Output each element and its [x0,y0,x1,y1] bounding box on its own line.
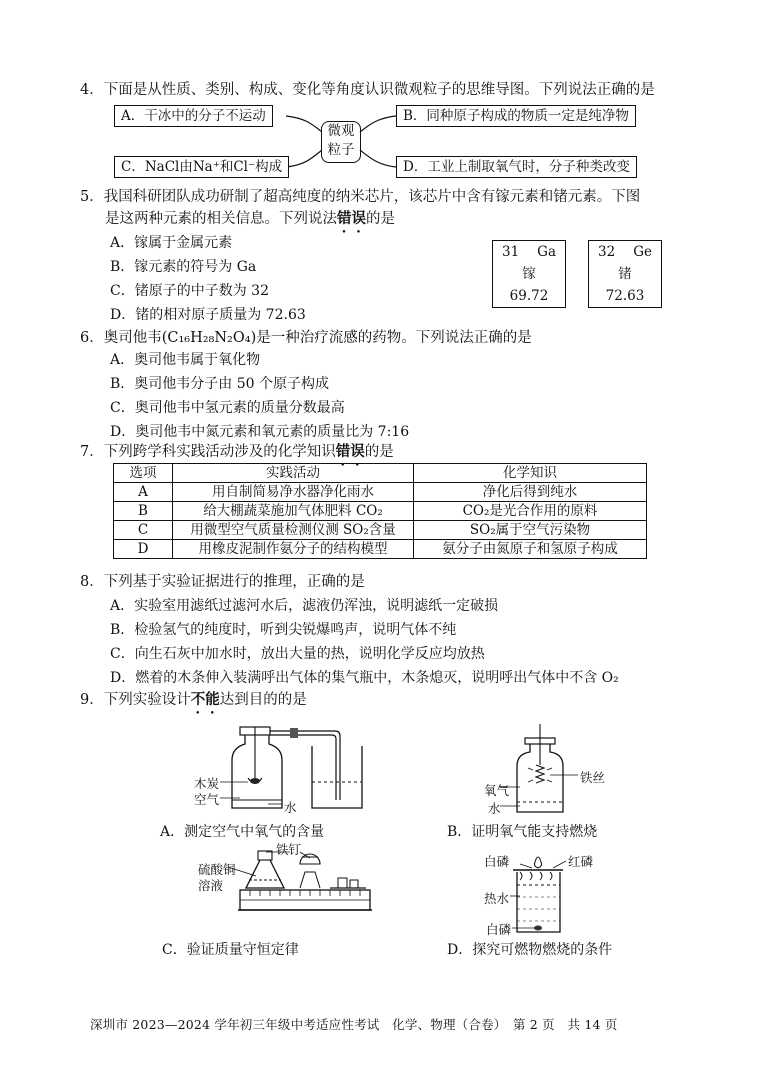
q8-option-d: D．燃着的木条伸入装满呼出气体的集气瓶中，木条熄灭，说明呼出气体中不含 O₂ [110,670,619,686]
ga-name: 镓 [522,266,536,282]
q9-stem-emph: 不能 [190,691,220,708]
table-cell: 给大棚蔬菜施加气体肥料 CO₂ [173,502,414,521]
table-cell: C [114,521,173,540]
ge-name: 锗 [618,266,632,282]
fig-a-label-water: 水 [284,800,297,815]
fig-c-label-solution-line2: 溶液 [198,878,224,893]
fig-d-label-white-phosphorus-bottom: 白磷 [486,922,512,937]
q5-stem-post: 的是 [366,211,395,227]
q9-stem-pre: 9．下列实验设计 [80,692,191,708]
page-footer: 深圳市 2023—2024 学年初三年级中考适应性考试 化学、物理（合卷） 第 2 页 共 14 页 [90,1017,618,1032]
q6-option-b: B．奥司他韦分子由 50 个原子构成 [110,376,330,392]
q4-center-line1: 微观 [327,123,355,139]
table-cell: B [114,502,173,521]
q9-stem-post: 达到目的的是 [219,692,307,708]
table-cell: 用橡皮泥制作氨分子的结构模型 [173,540,414,559]
fig-d-label-red-phosphorus: 红磷 [568,854,594,869]
table-cell: 用微型空气质量检测仪测 SO₂含量 [173,521,414,540]
q4-option-b: B．同种原子构成的物质一定是纯净物 [396,105,636,127]
q4-stem: 4．下面是从性质、类别、构成、变化等角度认识微观粒子的思维导图。下列说法正确的是 [80,82,655,98]
q4-option-c: C．NaCl由Na⁺和Cl⁻构成 [114,156,289,178]
fig-a-label-air: 空气 [194,792,220,807]
q8-stem: 8．下列基于实验证据进行的推理，正确的是 [80,574,365,590]
fig-c-label-solution-line1: 硫酸铜 [198,862,236,877]
fig-c-label-nail: 铁钉 [276,842,302,857]
q6-option-a: A．奥司他韦属于氧化物 [110,352,261,368]
table-cell: SO₂属于空气污染物 [414,521,647,540]
fig-d-label-hot-water: 热水 [484,891,510,906]
q7-stem-emph: 错误 [335,443,365,460]
table-cell: 净化后得到纯水 [414,483,647,502]
table-cell: 用自制简易净水器净化雨水 [173,483,414,502]
q4-center-line2: 粒子 [327,142,355,158]
q5-stem-emph: 错误 [337,210,366,227]
q8-option-b: B．检验氢气的纯度时，听到尖锐爆鸣声，说明气体不纯 [110,622,457,638]
fig-a-label-charcoal: 木炭 [194,776,220,791]
q8-option-a: A．实验室用滤纸过滤河水后，滤液仍浑浊，说明滤纸一定破损 [110,598,499,614]
fig-d-label-white-phosphorus-top: 白磷 [484,854,510,869]
ge-mass: 72.63 [605,288,645,304]
q4-option-d: D．工业上制取氧气时，分子种类改变 [396,156,637,178]
fig-b-caption: B．证明氧气能支持燃烧 [447,824,598,840]
q5-option-b: B．镓元素的符号为 Ga [110,259,257,275]
fig-d-caption: D．探究可燃物燃烧的条件 [447,942,613,958]
q7-stem-post: 的是 [364,444,394,460]
ga-number: 31 [501,244,520,260]
table-cell: A [114,483,173,502]
fig-b-label-oxygen: 氧气 [484,783,510,798]
ge-number: 32 [598,244,616,260]
q8-option-c: C．向生石灰中加水时，放出大量的热，说明化学反应均放热 [110,646,485,662]
q4-option-a: A．干冰中的分子不运动 [114,105,273,127]
q7-header-knowledge: 化学知识 [414,464,647,483]
q6-option-c: C．奥司他韦中氢元素的质量分数最高 [110,400,345,416]
q5-option-d: D．锗的相对原子质量为 72.63 [110,307,306,323]
q6-option-d: D．奥司他韦中氮元素和氧元素的质量比为 7:16 [110,424,410,440]
fig-b-label-water: 水 [488,801,501,816]
q7-header-activity: 实践活动 [173,464,414,483]
q6-stem: 6．奥司他韦(C₁₆H₂₈N₂O₄)是一种治疗流感的药物。下列说法正确的是 [80,330,532,346]
q5-option-c: C．锗原子的中子数为 32 [110,283,269,299]
q5-stem-line1: 5．我国科研团队成功研制了超高纯度的纳米芯片，该芯片中含有镓元素和锗元素。下图 [80,189,641,205]
q5-option-a: A．镓属于金属元素 [110,235,233,251]
table-cell: CO₂是光合作用的原料 [414,502,647,521]
q7-stem-pre: 7．下列跨学科实践活动涉及的化学知识 [80,444,336,460]
table-cell: 氨分子由氮原子和氢原子构成 [414,540,647,559]
q7-header-option: 选项 [114,464,173,483]
ga-symbol: Ga [537,244,556,260]
fig-c-caption: C．验证质量守恒定律 [162,942,299,958]
ge-symbol: Ge [633,244,652,260]
fig-b-label-wire: 铁丝 [580,770,606,785]
fig-a-caption: A．测定空气中氧气的含量 [160,824,325,840]
q5-stem-pre: 是这两种元素的相关信息。下列说法 [105,211,337,227]
ga-mass: 69.72 [509,288,549,304]
table-cell: D [114,540,173,559]
